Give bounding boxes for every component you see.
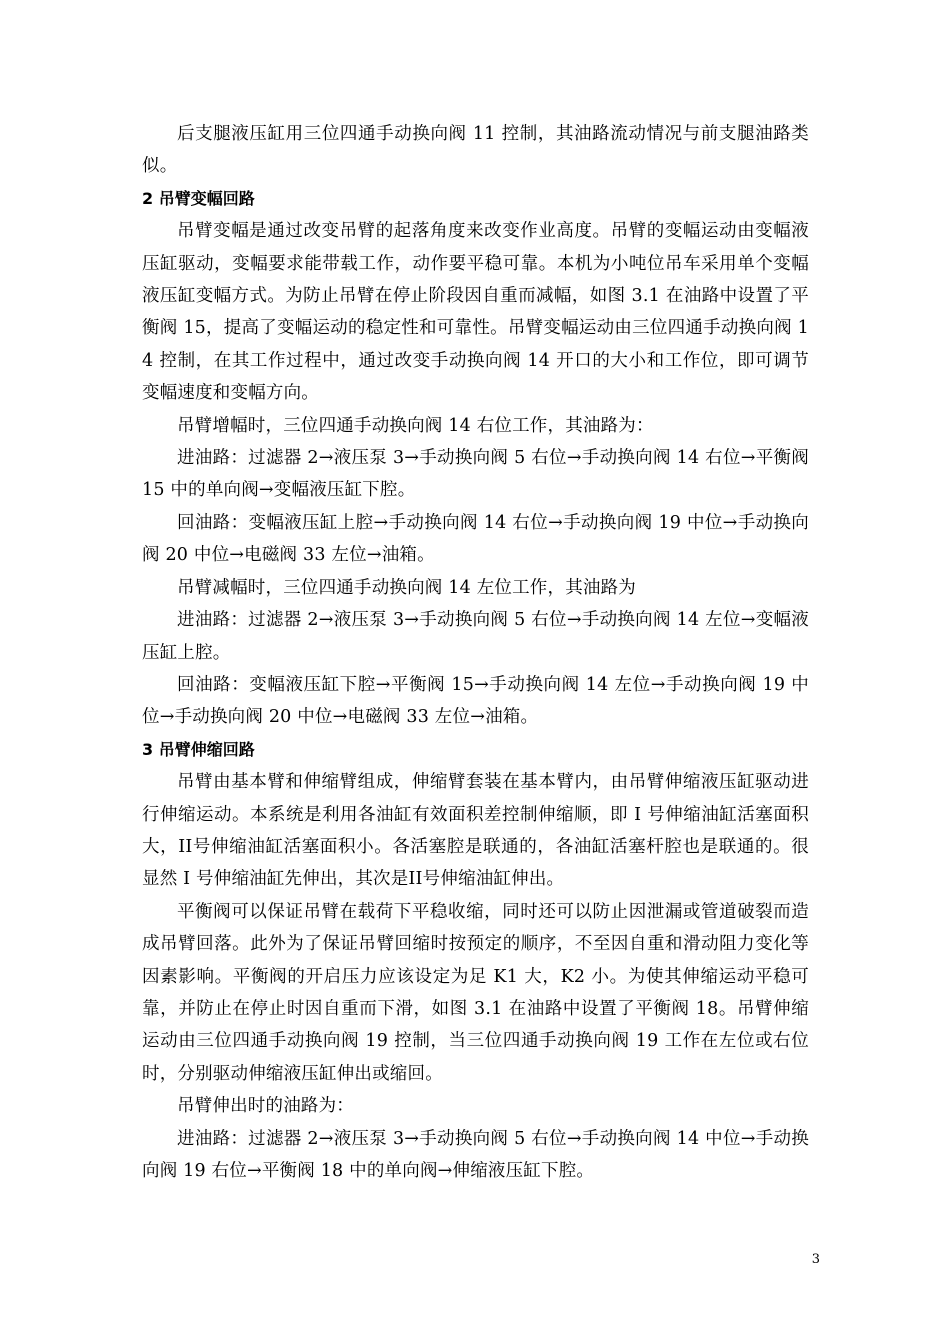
paragraph-luffing-up: 吊臂增幅时，三位四通手动换向阀 14 右位工作，其油路为： — [177, 415, 654, 436]
paragraph-luffing-down-return: 回油路：变幅液压缸下腔→平衡阀 15→手动换向阀 14 左位→手动换向阀 19 中位→手动换向阀 20 中位→电磁阀 33 左位→油箱。 — [142, 674, 809, 728]
paragraph-luffing-down: 吊臂减幅时，三位四通手动换向阀 14 左位工作，其油路为 — [177, 577, 636, 598]
section-heading-luffing: 2 吊臂变幅回路 — [142, 188, 255, 208]
paragraph-luffing-intro: 吊臂变幅是通过改变吊臂的起落角度来改变作业高度。吊臂的变幅运动由变幅液压缸驱动，变幅要求能带载工作，动作要平稳可靠。本机为小吨位吊车采用单个变幅液压缸变幅方式。为防止吊臂在停止阶段因自重而减幅，如图 3.1 在油路中设置了平衡阀 15，提高了变幅运动的稳定性和可靠性。吊臂变幅运动由三位四通手动换向阀 14 控制，在其工作过程中，通过改变手动换向阀 14 开口的大小和工作位，即可调节变幅速度和变幅方向。 — [142, 221, 809, 404]
paragraph-telescoping-intro: 吊臂由基本臂和伸缩臂组成，伸缩臂套装在基本臂内，由吊臂伸缩液压缸驱动进行伸缩运动。本系统是利用各油缸有效面积差控制伸缩顺，即 I 号伸缩油缸活塞面积大，II号伸缩油缸活塞面积小。各活塞腔是联通的，各油缸活塞杆腔也是联通的。很显然 I 号伸缩油缸先伸出，其次是II号伸缩油缸伸出。 — [142, 772, 809, 890]
page-number: 3 — [811, 1252, 820, 1267]
paragraph-balance-valve: 平衡阀可以保证吊臂在载荷下平稳收缩，同时还可以防止因泄漏或管道破裂而造成吊臂回落。此外为了保证吊臂回缩时按预定的顺序，不至因自重和滑动阻力变化等因素影响。平衡阀的开启压力应该设定为足 K1 大，K2 小。为使其伸缩运动平稳可靠，并防止在停止时因自重而下滑，如图 3.1 在油路中设置了平衡阀 18。吊臂伸缩运动由三位四通手动换向阀 19 控制，当三位四通手动换向阀 19 工作在左位或右位时，分别驱动伸缩液压缸伸出或缩回。 — [142, 901, 809, 1084]
body-text — [142, 118, 809, 1187]
paragraph-luffing-up-return: 回油路：变幅液压缸上腔→手动换向阀 14 右位→手动换向阀 19 中位→手动换向阀 20 中位→电磁阀 33 左位→油箱。 — [142, 512, 809, 566]
paragraph-luffing-up-inlet: 进油路：过滤器 2→液压泵 3→手动换向阀 5 右位→手动换向阀 14 右位→平衡阀 15 中的单向阀→变幅液压缸下腔。 — [142, 448, 809, 501]
paragraph-extend-inlet: 进油路：过滤器 2→液压泵 3→手动换向阀 5 右位→手动换向阀 14 中位→手动换向阀 19 右位→平衡阀 18 中的单向阀→伸缩液压缸下腔。 — [142, 1128, 809, 1181]
section-heading-telescoping: 3 吊臂伸缩回路 — [142, 739, 255, 759]
paragraph-luffing-down-inlet: 进油路：过滤器 2→液压泵 3→手动换向阀 5 右位→手动换向阀 14 左位→变幅液压缸上腔。 — [142, 610, 809, 663]
paragraph-rear-outrigger: 后支腿液压缸用三位四通手动换向阀 11 控制，其油路流动情况与前支腿油路类似。 — [142, 124, 809, 177]
paragraph-extend: 吊臂伸出时的油路为： — [177, 1096, 354, 1117]
